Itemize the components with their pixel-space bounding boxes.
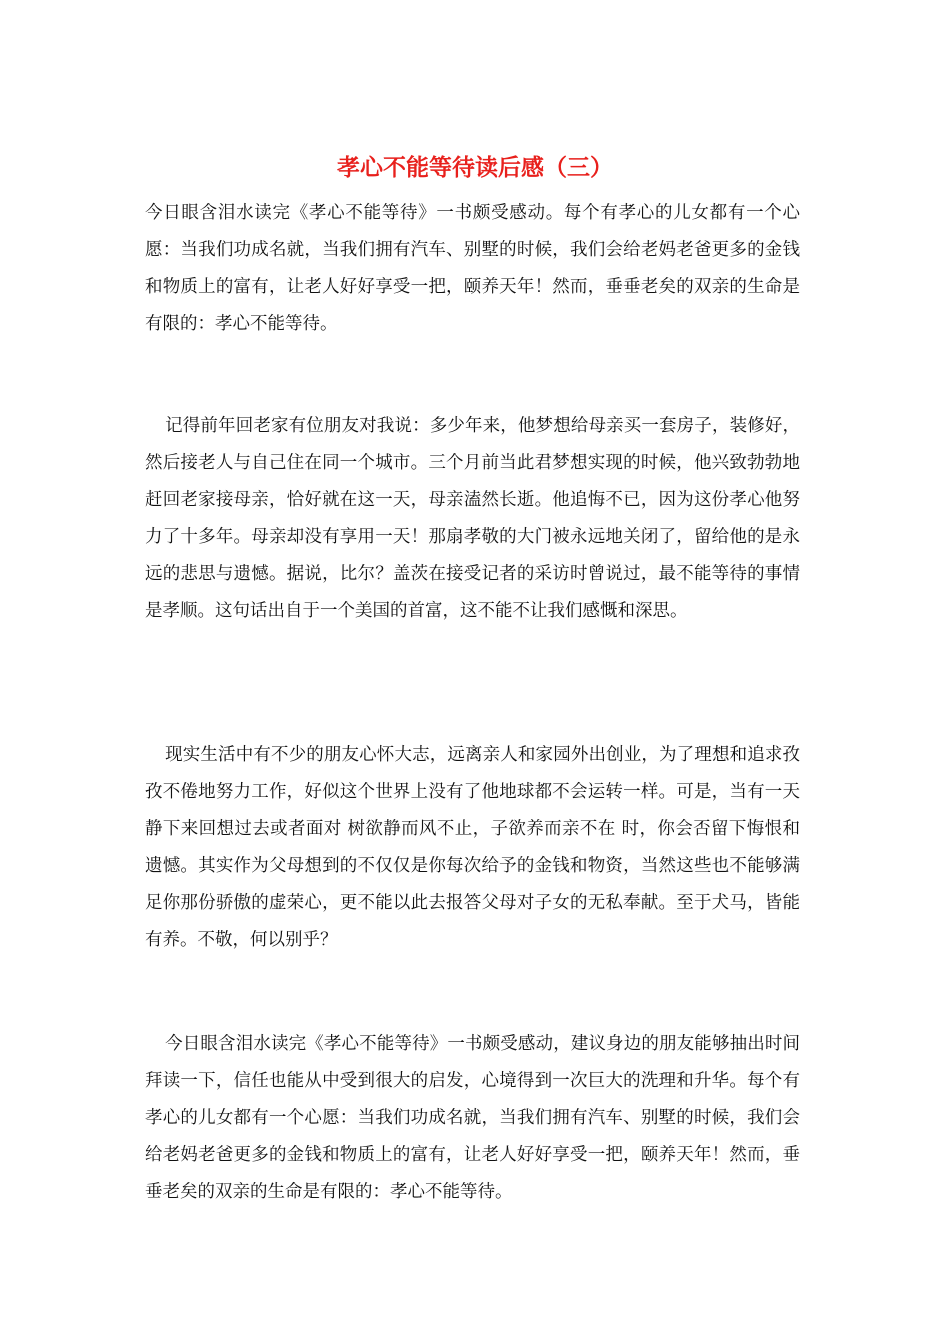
- paragraph-1: [145, 195, 800, 343]
- paragraph-3-text: 现实生活中有不少的朋友心怀大志，远离亲人和家园外出创业，为了理想和追求孜孜不倦地努力工作，好似这个世界上没有了他地球都不会运转一样。可是，当有一天静下来回想过去或者面对 树欲静而风不止，子欲养而亲不在 时，你会否留下悔恨和遗憾。其实作为父母想到的不仅仅是你每次给予的金钱和物资，当然这些也不能够满足你那份骄傲的虚荣心，更不能以此去报答父母对子女的无私奉献。至于犬马，皆能有养。不敬，何以别乎？: [145, 745, 800, 950]
- paragraph-2: [145, 408, 800, 630]
- paragraph-4: [145, 1026, 800, 1211]
- paragraph-3: [145, 737, 800, 959]
- paragraph-4-text: 今日眼含泪水读完《孝心不能等待》一书颇受感动，建议身边的朋友能够抽出时间拜读一下，信任也能从中受到很大的启发，心境得到一次巨大的洗理和升华。每个有孝心的儿女都有一个心愿：当我们功成名就，当我们拥有汽车、别墅的时候，我们会给老妈老爸更多的金钱和物质上的富有，让老人好好享受一把，颐养天年！然而，垂垂老矣的双亲的生命是有限的：孝心不能等待。: [145, 1034, 800, 1202]
- paragraph-1-text: 今日眼含泪水读完《孝心不能等待》一书颇受感动。每个有孝心的儿女都有一个心愿：当我们功成名就，当我们拥有汽车、别墅的时候，我们会给老妈老爸更多的金钱和物质上的富有，让老人好好享受一把，颐养天年！然而，垂垂老矣的双亲的生命是有限的：孝心不能等待。: [145, 203, 800, 334]
- page-title: 孝心不能等待读后感（三）: [337, 154, 613, 181]
- paragraph-2-text: 记得前年回老家有位朋友对我说：多少年来，他梦想给母亲买一套房子，装修好，然后接老人与自己住在同一个城市。三个月前当此君梦想实现的时候，他兴致勃勃地赶回老家接母亲，恰好就在这一天，母亲溘然长逝。他追悔不已，因为这份孝心他努力了十多年。母亲却没有享用一天！那扇孝敬的大门被永远地关闭了，留给他的是永远的悲思与遗憾。据说，比尔？盖茨在接受记者的采访时曾说过，最不能等待的事情是孝顺。这句话出自于一个美国的首富，这不能不让我们感慨和深思。: [145, 416, 800, 621]
